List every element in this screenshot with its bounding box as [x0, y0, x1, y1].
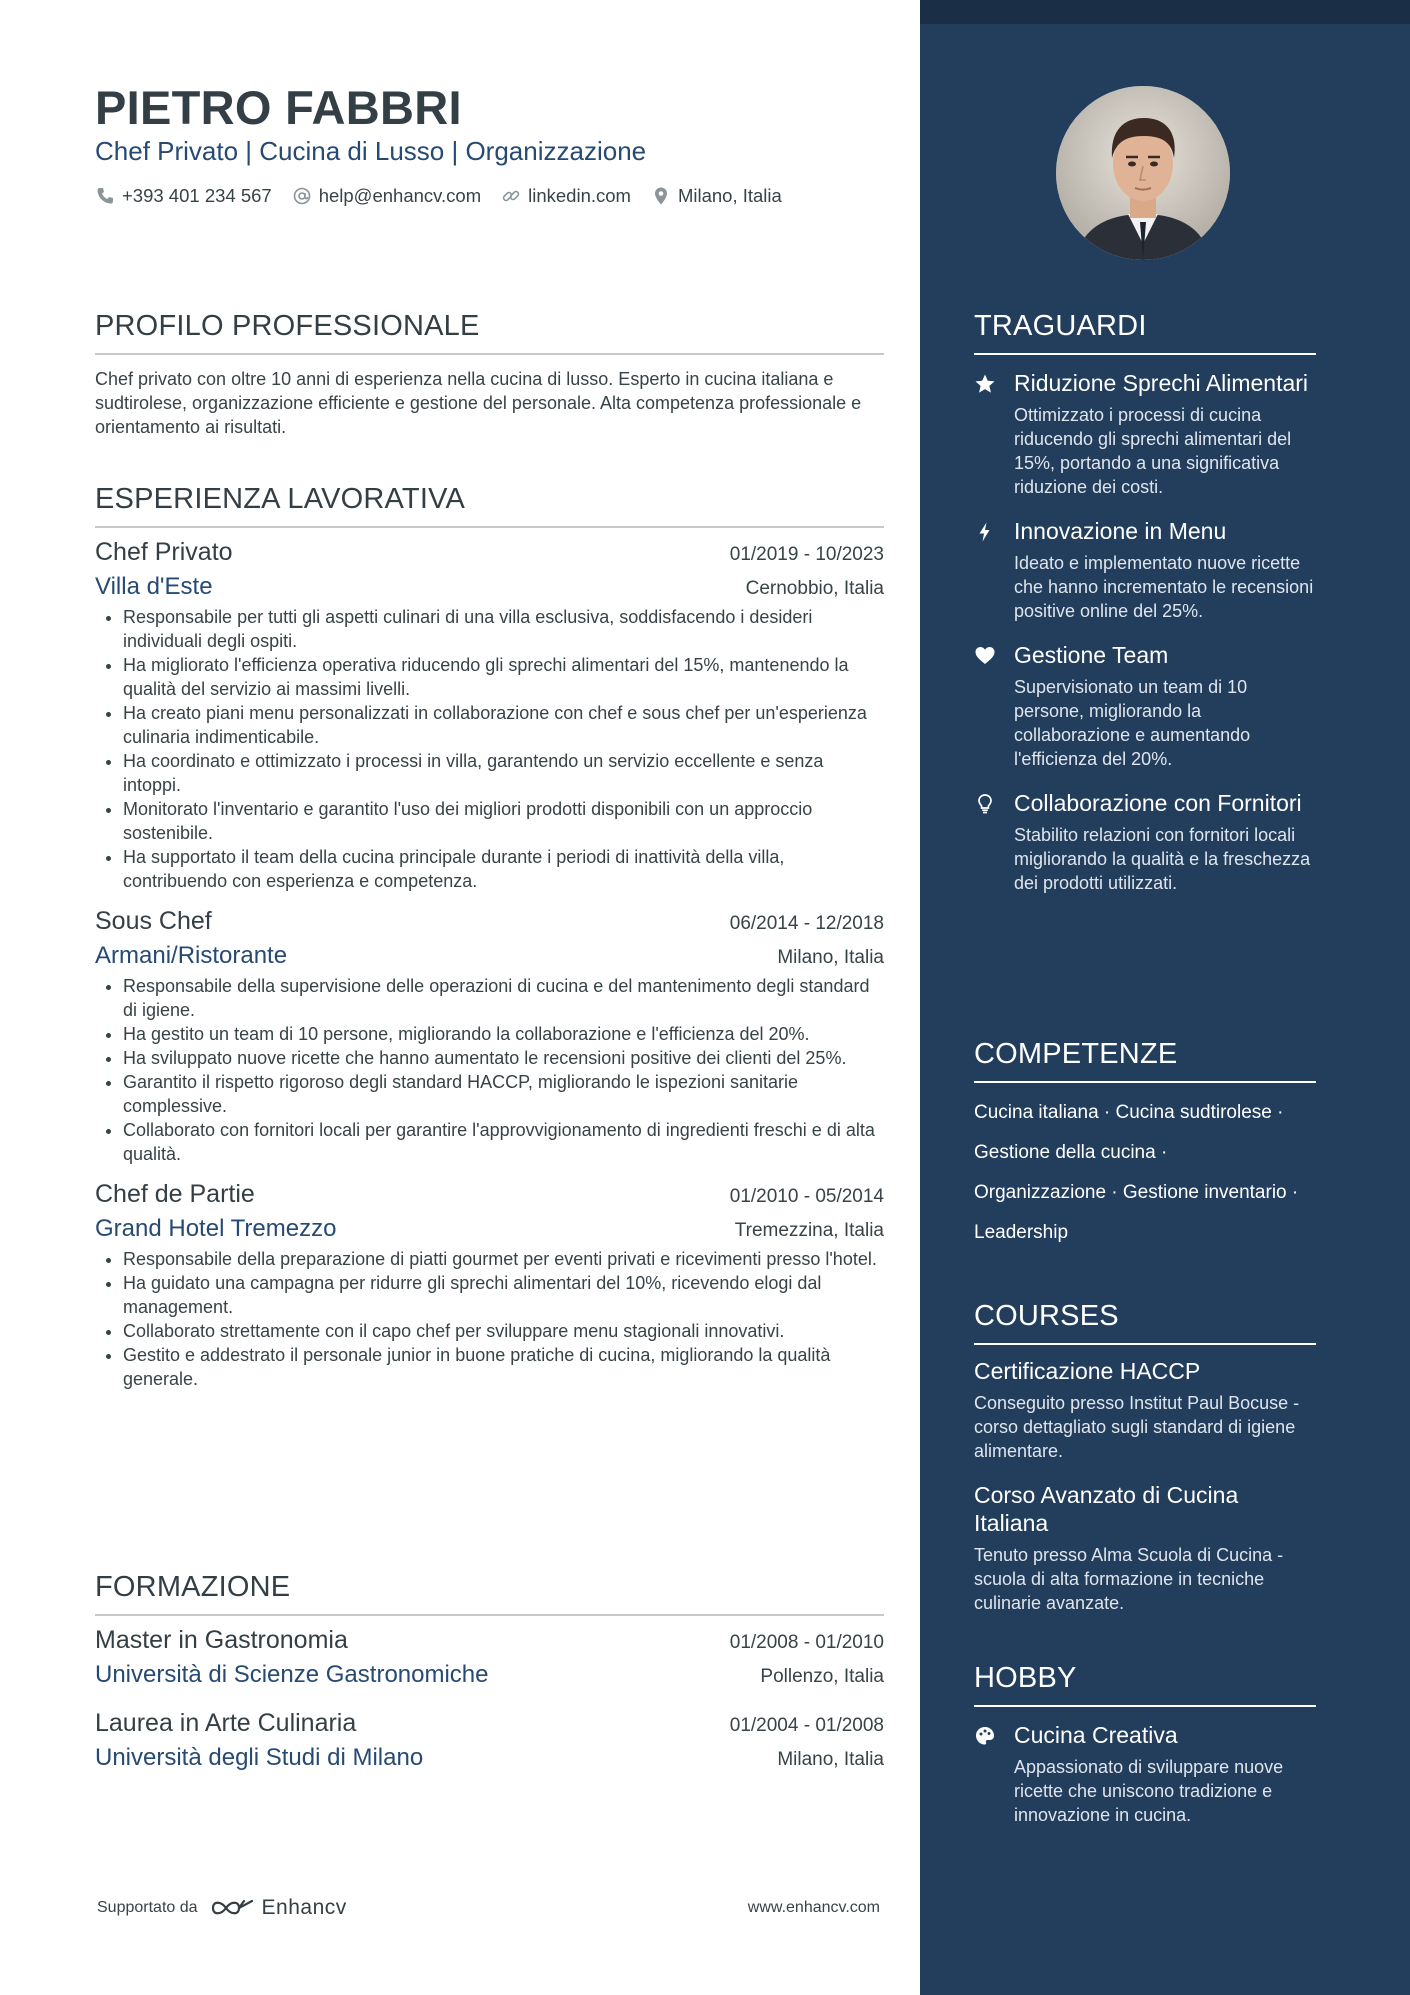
courses-section	[974, 1300, 1316, 1615]
job-location: Cernobbio, Italia	[745, 578, 884, 599]
course-title: Certificazione HACCP	[974, 1358, 1201, 1384]
enhancv-brand: Enhancv	[261, 1896, 347, 1919]
candidate-title: Chef Privato | Cucina di Lusso | Organizzazione	[95, 136, 647, 166]
job-location: Milano, Italia	[777, 947, 884, 968]
bullet-item: • Ha gestito un team di 10 persone, migliorando la collaborazione e l'efficienza del 20%.	[123, 1022, 884, 1046]
skills-line: Leadership	[974, 1222, 1069, 1243]
palette-icon	[974, 1721, 1014, 1827]
hobby-title: Cucina Creativa	[1014, 1722, 1178, 1748]
skills-line: Gestione della cucina ·	[974, 1142, 1168, 1163]
portrait-image	[1056, 86, 1230, 260]
skills-line: Organizzazione · Gestione inventario ·	[974, 1182, 1299, 1203]
hobby-item	[974, 1721, 1316, 1827]
job-bullets	[95, 974, 884, 1166]
experience-section	[95, 483, 884, 1391]
bullet-item: • Ha sviluppato nuove ricette che hanno aumentato le recensioni positive dei clienti del 25%.	[123, 1046, 884, 1070]
sidebar-top-band	[920, 0, 1410, 24]
job-dates: 01/2010 - 05/2014	[729, 1186, 884, 1207]
education-degree: Master in Gastronomia	[95, 1626, 348, 1654]
education-heading: FORMAZIONE	[95, 1571, 884, 1616]
enhancv-logo-icon	[210, 1897, 256, 1919]
lightning-icon	[974, 517, 1014, 623]
phone-icon	[95, 186, 115, 206]
achievements-heading: TRAGUARDI	[974, 310, 1316, 355]
achievement-desc: Ideato e implementato nuove ricette che hanno incrementato le recensioni positive online del 25%.	[1014, 553, 1314, 621]
achievement-title: Riduzione Sprechi Alimentari	[1014, 370, 1309, 396]
achievement-desc: Ottimizzato i processi di cucina riducendo gli sprechi alimentari del 15%, portando a una significativa riduzione dei costi.	[1014, 405, 1292, 497]
avatar	[1056, 86, 1230, 260]
skills-section	[974, 1038, 1316, 1253]
education-degree: Laurea in Arte Culinaria	[95, 1709, 357, 1737]
skills-line: Cucina italiana · Cucina sudtirolese ·	[974, 1102, 1284, 1123]
contact-linkedin-text: linkedin.com	[528, 185, 631, 206]
achievement-item	[974, 369, 1316, 499]
achievement-title: Gestione Team	[1014, 642, 1169, 668]
heart-icon	[974, 641, 1014, 771]
job-company: Armani/Ristorante	[95, 942, 288, 969]
experience-heading: ESPERIENZA LAVORATIVA	[95, 483, 884, 528]
job-entry	[95, 1180, 884, 1391]
sidebar	[920, 0, 1410, 1995]
bullet-item: • Ha guidato una campagna per ridurre gli sprechi alimentari del 10%, ricevendo elogi dal management.	[123, 1271, 884, 1319]
achievement-title: Collaborazione con Fornitori	[1014, 790, 1302, 816]
profile-section	[95, 310, 884, 439]
job-role: Sous Chef	[95, 907, 212, 935]
achievement-item	[974, 517, 1316, 623]
location-pin-icon	[651, 186, 671, 206]
achievement-item	[974, 789, 1316, 895]
contact-location-text: Milano, Italia	[677, 185, 782, 206]
course-desc: Tenuto presso Alma Scuola di Cucina - scuola di alta formazione in tecniche culinarie avanzate.	[974, 1545, 1284, 1613]
education-school: Università degli Studi di Milano	[95, 1744, 424, 1771]
bullet-item: • Ha coordinato e ottimizzato i processi in villa, garantendo un servizio eccellente e senza intoppi.	[123, 749, 884, 797]
candidate-name: PIETRO FABBRI	[95, 81, 462, 134]
education-dates: 01/2004 - 01/2008	[729, 1715, 884, 1736]
education-entry	[95, 1626, 884, 1689]
skills-list	[974, 1093, 1316, 1253]
bullet-item: • Garantito il rispetto rigoroso degli standard HACCP, migliorando le ispezioni sanitarie complessive.	[123, 1070, 884, 1118]
job-entry	[95, 907, 884, 1166]
education-entry	[95, 1709, 884, 1772]
bullet-item: • Monitorato l'inventario e garantito l'uso dei migliori prodotti disponibili con un approccio sostenibile.	[123, 797, 884, 845]
achievement-item	[974, 641, 1316, 771]
lightbulb-icon	[974, 789, 1014, 895]
course-item	[974, 1481, 1316, 1615]
enhancv-logo[interactable]	[210, 1896, 347, 1920]
hobby-heading: HOBBY	[974, 1662, 1316, 1707]
bullet-item: • Responsabile della supervisione delle operazioni di cucina e del mantenimento degli standard di igiene.	[123, 974, 884, 1022]
job-company: Grand Hotel Tremezzo	[95, 1215, 337, 1242]
contact-phone[interactable]	[95, 185, 272, 207]
star-icon	[974, 369, 1014, 499]
job-role: Chef Privato	[95, 538, 233, 566]
course-title: Corso Avanzato di Cucina Italiana	[974, 1482, 1239, 1536]
course-item	[974, 1357, 1316, 1463]
job-entry	[95, 538, 884, 893]
profile-text: Chef privato con oltre 10 anni di esperienza nella cucina di lusso. Esperto in cucina italiana e sudtirolese, organizzazione efficiente e gestione del personale. Alta competenza professionale e orientamento ai risultati.	[95, 369, 862, 437]
job-dates: 01/2019 - 10/2023	[729, 544, 884, 565]
footer-url[interactable]: www.enhancv.com	[747, 1899, 880, 1916]
profile-heading: PROFILO PROFESSIONALE	[95, 310, 884, 355]
bullet-item: • Responsabile della preparazione di piatti gourmet per eventi privati e ricevimenti presso l'hotel.	[123, 1247, 884, 1271]
courses-heading: COURSES	[974, 1300, 1316, 1345]
job-dates: 06/2014 - 12/2018	[729, 913, 884, 934]
footer	[97, 1896, 880, 1920]
contact-email-text: help@enhancv.com	[318, 185, 482, 206]
hobby-section	[974, 1662, 1316, 1827]
achievement-desc: Supervisionato un team di 10 persone, migliorando la collaborazione e aumentando l'efficienza del 20%.	[1014, 677, 1251, 769]
education-section	[95, 1571, 884, 1772]
education-school: Università di Scienze Gastronomiche	[95, 1661, 489, 1688]
education-dates: 01/2008 - 01/2010	[729, 1632, 884, 1653]
contact-bar	[95, 185, 802, 207]
bullet-item: • Ha creato piani menu personalizzati in collaborazione con chef e sous chef per un'esperienza culinaria indimenticabile.	[123, 701, 884, 749]
achievement-title: Innovazione in Menu	[1014, 518, 1227, 544]
education-location: Pollenzo, Italia	[760, 1666, 884, 1687]
bullet-item: • Ha migliorato l'efficienza operativa riducendo gli sprechi alimentari del 15%, mantenendo la qualità del servizio ai massimi livelli.	[123, 653, 884, 701]
footer-support	[97, 1896, 347, 1920]
job-role: Chef de Partie	[95, 1180, 255, 1208]
achievement-desc: Stabilito relazioni con fornitori locali migliorando la qualità e la freschezza dei prodotti utilizzati.	[1014, 825, 1311, 893]
bullet-item: • Gestito e addestrato il personale junior in buone pratiche di cucina, migliorando la qualità generale.	[123, 1343, 884, 1391]
contact-email[interactable]	[292, 185, 481, 207]
achievements-section	[974, 310, 1316, 895]
bullet-item: • Responsabile per tutti gli aspetti culinari di una villa esclusiva, soddisfacendo i desideri individuali degli ospiti.	[123, 605, 884, 653]
bullet-item: • Ha supportato il team della cucina principale durante i periodi di inattività della villa, contribuendo con esperienza e competenza.	[123, 845, 884, 893]
job-bullets	[95, 1247, 884, 1391]
job-location: Tremezzina, Italia	[734, 1220, 884, 1241]
bullet-item: • Collaborato con fornitori locali per garantire l'approvvigionamento di ingredienti freschi e di alta qualità.	[123, 1118, 884, 1166]
hobby-desc: Appassionato di sviluppare nuove ricette che uniscono tradizione e innovazione in cucina.	[1014, 1757, 1284, 1825]
link-icon	[501, 186, 521, 206]
course-desc: Conseguito presso Institut Paul Bocuse - corso dettagliato sugli standard di igiene alimentare.	[974, 1393, 1300, 1461]
job-company: Villa d'Este	[95, 573, 213, 600]
contact-location	[651, 185, 782, 207]
supported-by-label: Supportato da	[97, 1899, 198, 1916]
education-location: Milano, Italia	[777, 1749, 884, 1770]
contact-linkedin[interactable]	[501, 185, 631, 207]
at-icon	[292, 186, 312, 206]
skills-heading: COMPETENZE	[974, 1038, 1316, 1083]
bullet-item: • Collaborato strettamente con il capo chef per sviluppare menu stagionali innovativi.	[123, 1319, 884, 1343]
contact-phone-text: +393 401 234 567	[122, 185, 272, 206]
job-bullets	[95, 605, 884, 893]
